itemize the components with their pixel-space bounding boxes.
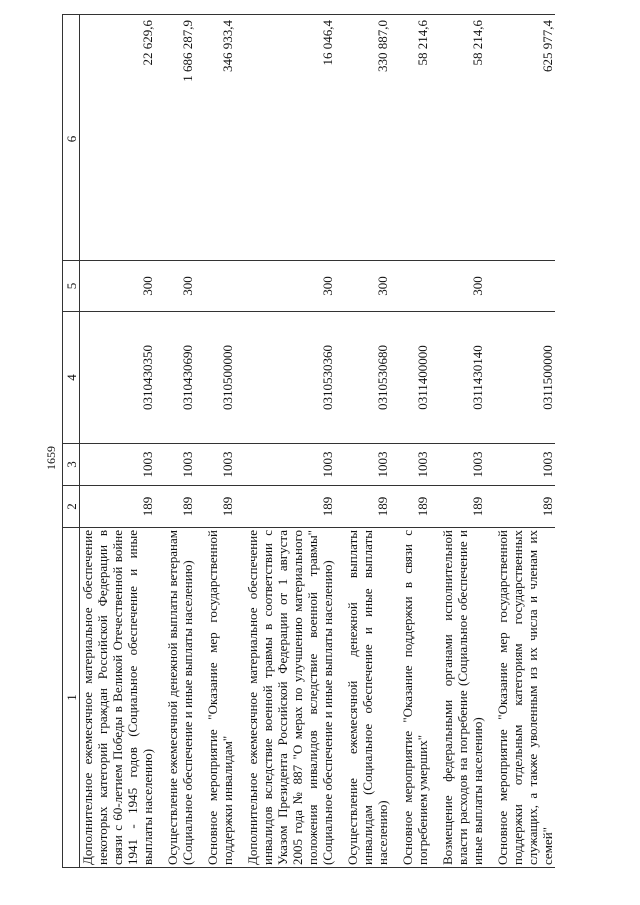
- row-col4: 0311430140: [440, 312, 485, 444]
- row-name: Осуществление ежемесячной денежной выплаты ветеранам (Социальное обеспечение и иные выплаты населению): [165, 528, 195, 868]
- row-col3: 1003: [165, 444, 195, 486]
- row-col5: 300: [440, 261, 485, 312]
- row-col2: 189: [80, 486, 156, 528]
- row-col4: 0311500000: [495, 312, 555, 444]
- row-name: Основное мероприятие "Оказание мер государственной поддержки инвалидам": [205, 528, 235, 868]
- header-col-3: 3: [63, 444, 80, 486]
- row-col6: 16 046,4: [245, 15, 335, 261]
- row-col5: 300: [80, 261, 156, 312]
- row-col2: 189: [440, 486, 485, 528]
- row-col3: 1003: [245, 444, 335, 486]
- row-col6: 625 977,4: [495, 15, 555, 261]
- page-number: 1659: [44, 446, 58, 470]
- row-col4: 0310430350: [80, 312, 156, 444]
- row-col2: 189: [400, 486, 430, 528]
- row-name: Дополнительное ежемесячное материальное обеспечение инвалидов вследствие военной травмы в соответствии с Указом Президента Российской Федерации от 1 августа 2005 года № 887 "О мерах по улучшению материального положения инвалидов вследствие военной травмы" (Социальное обеспечение и иные выплаты населению): [245, 528, 335, 868]
- header-col-1: 1: [63, 528, 80, 868]
- table-row: [205, 15, 235, 868]
- table-row: [400, 15, 430, 868]
- table-row: [345, 15, 390, 868]
- header-row: [63, 15, 80, 868]
- row-col3: 1003: [400, 444, 430, 486]
- row-name: Дополнительное ежемесячное материальное обеспечение некоторых категорий граждан Российской Федерации в связи с 60-летием Победы в Великой Отечественной войне 1941 - 1945 годов (Социальное обеспечение и иные выплаты населению): [80, 528, 156, 868]
- row-col4: 0310430690: [165, 312, 195, 444]
- header-col-4: 4: [63, 312, 80, 444]
- table-row: [495, 15, 555, 868]
- row-col4: 0310530360: [245, 312, 335, 444]
- table-row: [245, 15, 335, 868]
- row-col2: 189: [205, 486, 235, 528]
- row-col3: 1003: [495, 444, 555, 486]
- table-row: [80, 15, 156, 868]
- row-col6: 58 214,6: [440, 15, 485, 261]
- row-col5: [400, 261, 430, 312]
- row-col4: 0311400000: [400, 312, 430, 444]
- row-col2: 189: [245, 486, 335, 528]
- header-col-2: 2: [63, 486, 80, 528]
- row-name: Возмещение федеральными органами исполнительной власти расходов на погребение (Социальное обеспечение и иные выплаты населению): [440, 528, 485, 868]
- row-col5: [495, 261, 555, 312]
- row-col6: 1 686 287,9: [165, 15, 195, 261]
- row-col4: 0310530680: [345, 312, 390, 444]
- row-col5: 300: [245, 261, 335, 312]
- row-col6: 22 629,6: [80, 15, 156, 261]
- table-row: [165, 15, 195, 868]
- row-name: Осуществление ежемесячной денежной выплаты инвалидам (Социальное обеспечение и иные выплаты населению): [345, 528, 390, 868]
- row-col4: 0310500000: [205, 312, 235, 444]
- row-col3: 1003: [205, 444, 235, 486]
- row-col3: 1003: [345, 444, 390, 486]
- row-col6: 58 214,6: [400, 15, 430, 261]
- row-col6: 330 887,0: [345, 15, 390, 261]
- row-col5: 300: [345, 261, 390, 312]
- row-col6: 346 933,4: [205, 15, 235, 261]
- row-col5: 300: [165, 261, 195, 312]
- row-name: Основное мероприятие "Оказание поддержки в связи с погребением умерших": [400, 528, 430, 868]
- header-col-6: 6: [63, 15, 80, 261]
- budget-table: [62, 14, 555, 868]
- row-col3: 1003: [440, 444, 485, 486]
- row-name: Основное мероприятие "Оказание мер государственной поддержки отдельным категориям государственных служащих, а также уволенным из их числа и членам их семей": [495, 528, 555, 868]
- row-col2: 189: [345, 486, 390, 528]
- row-col5: [205, 261, 235, 312]
- row-col2: 189: [495, 486, 555, 528]
- rotated-page: [44, 20, 586, 868]
- table-row: [440, 15, 485, 868]
- row-col2: 189: [165, 486, 195, 528]
- header-col-5: 5: [63, 261, 80, 312]
- row-col3: 1003: [80, 444, 156, 486]
